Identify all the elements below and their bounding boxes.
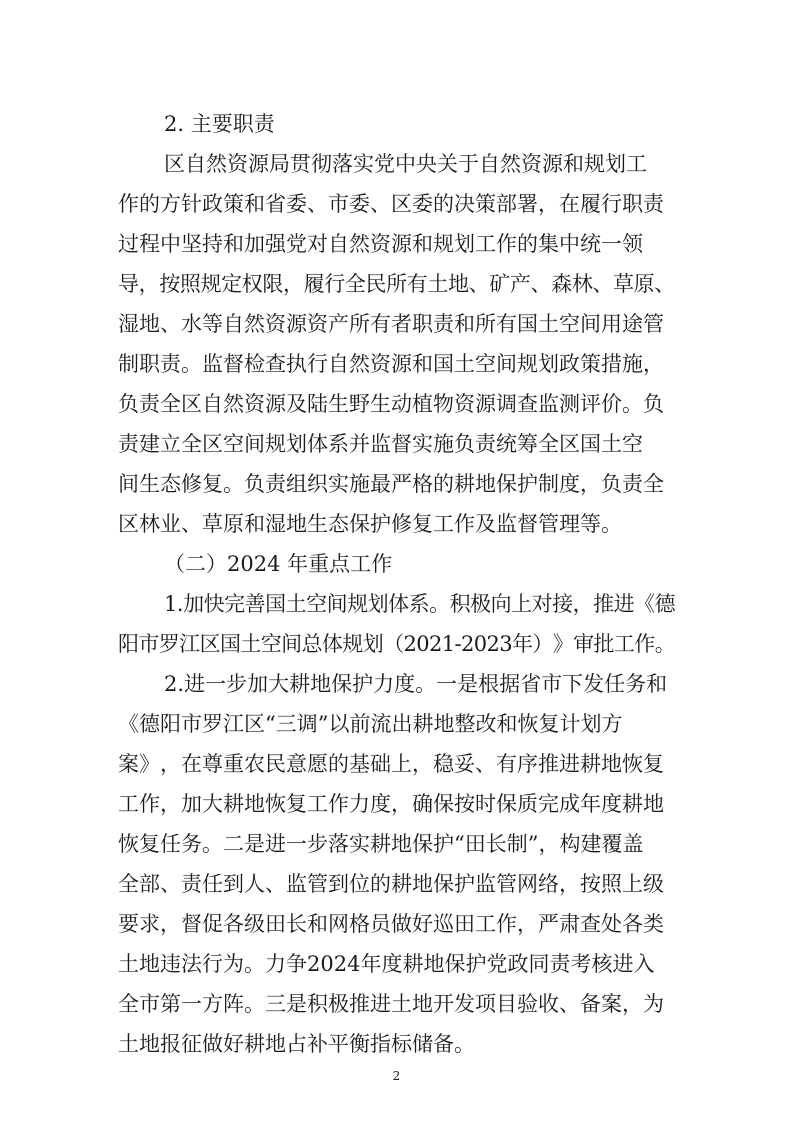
paragraph-line: 区自然资源局贯彻落实党中央关于自然资源和规划工 <box>164 152 647 176</box>
heading-text: 2. 主要职责 <box>164 112 275 136</box>
paragraph-line: 1.加快完善国土空间规划体系。积极向上对接，推进《德 <box>164 592 676 616</box>
paragraph-line: 负责全区自然资源及陆生野生动植物资源调查监测评价。负 <box>118 392 664 416</box>
paragraph-line: 湿地、水等自然资源资产所有者职责和所有国土空间用途管 <box>118 312 664 336</box>
paragraph-line: 2.进一步加大耕地保护力度。一是根据省市下发任务和 <box>164 672 668 696</box>
paragraph-line: 过程中坚持和加强党对自然资源和规划工作的集中统一领 <box>118 232 643 256</box>
paragraph-line: 责建立全区空间规划体系并监督实施负责统筹全区国土空 <box>118 432 643 456</box>
paragraph-line: 要求，督促各级田长和网格员做好巡田工作，严肃查处各类 <box>118 912 664 936</box>
heading-text: （二）2024 年重点工作 <box>164 552 393 576</box>
paragraph-line: 土地报征做好耕地占补平衡指标储备。 <box>118 1032 475 1056</box>
page-number: 2 <box>392 1069 401 1083</box>
paragraph-line: 区林业、草原和湿地生态保护修复工作及监督管理等。 <box>118 512 622 536</box>
paragraph-line: 全市第一方阵。三是积极推进土地开发项目验收、备案，为 <box>118 992 664 1016</box>
paragraph-line: 工作，加大耕地恢复工作力度，确保按时保质完成年度耕地 <box>118 792 664 816</box>
paragraph-line: 《德阳市罗江区“三调”以前流出耕地整改和恢复计划方 <box>118 712 623 736</box>
paragraph-line: 土地违法行为。力争2024年度耕地保护党政同责考核进入 <box>118 952 655 976</box>
paragraph-line: 全部、责任到人、监管到位的耕地保护监管网络，按照上级 <box>118 872 664 896</box>
paragraph-line: 恢复任务。二是进一步落实耕地保护“田长制”，构建覆盖 <box>118 832 644 856</box>
paragraph-line: 案》，在尊重农民意愿的基础上，稳妥、有序推进耕地恢复 <box>118 752 664 776</box>
paragraph-line: 导，按照规定权限，履行全民所有土地、矿产、森林、草原、 <box>118 272 675 296</box>
heading-key-work-2024 <box>0 543 793 585</box>
paragraph-line: 间生态修复。负责组织实施最严格的耕地保护制度，负责全 <box>118 472 664 496</box>
paragraph-line: 作的方针政策和省委、市委、区委的决策部署，在履行职责 <box>118 192 664 216</box>
heading-main-duties <box>0 103 793 145</box>
paragraph-line: 阳市罗江区国土空间总体规划（2021-2023年）》审批工作。 <box>118 632 676 656</box>
paragraph-line: 制职责。监督检查执行自然资源和国土空间规划政策措施， <box>118 352 664 376</box>
